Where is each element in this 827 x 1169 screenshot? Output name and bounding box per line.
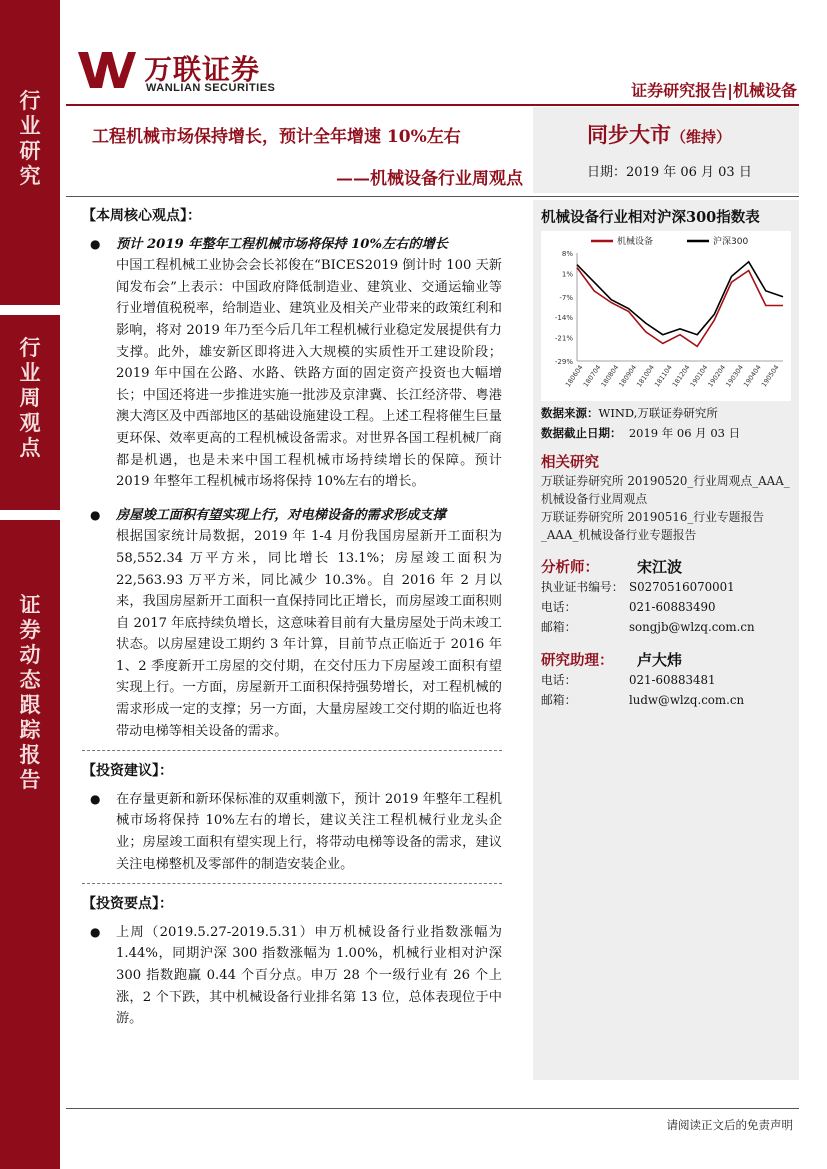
- data-cutoff: [541, 425, 791, 441]
- company-logo: [78, 50, 318, 94]
- report-date: 日期：2019 年 06 月 03 日: [587, 165, 752, 180]
- series-line-csi300: [577, 262, 783, 335]
- related-item[interactable]: 万联证券研究所 20190520_行业周观点_AAA_机械设备行业周观点: [541, 474, 790, 506]
- sidebar-weekly-view: [0, 315, 60, 510]
- y-tick-label: -14%: [554, 314, 573, 323]
- chart-title: 机械设备行业相对沪深300指数表: [541, 209, 760, 226]
- data-source: [541, 405, 791, 421]
- logo-english-name: WANLIAN SECURITIES: [146, 82, 276, 94]
- analyst-email: [541, 617, 791, 637]
- cert-label: 执业证书编号：: [541, 580, 624, 594]
- points-bullet: [82, 922, 502, 1030]
- sidebar-char: 券: [19, 617, 41, 642]
- report-category: 证券研究报告|机械设备: [631, 81, 797, 100]
- sidebar-char: 证: [19, 592, 41, 617]
- assistant-name: 卢大炜: [637, 651, 683, 669]
- title-divider: [66, 196, 799, 197]
- x-tick-label: 181104: [652, 363, 674, 389]
- main-content: [82, 206, 502, 1030]
- rating-note: （维持）: [671, 128, 732, 146]
- y-tick-label: 8%: [561, 250, 573, 258]
- points-text: 上周（2019.5.27-2019.5.31）申万机械设备行业指数涨幅为 1.44%，同期沪深 300 指数涨幅为 1.00%，机械行业相对沪深 300 指数跑赢 0.44 个百分点。申万 28 个一级行业有 26 个上涨，2 个下跌，其中机械设备行业排名第 13 位，总体表现位于中游。: [116, 924, 502, 1027]
- series-line-machinery: [577, 268, 783, 347]
- email-address[interactable]: songjb@wlzq.com.cn: [629, 620, 755, 634]
- advice-text: 在存量更新和新环保标准的双重刺激下，预计 2019 年整年工程机械市场将保持 10%左右的增长，建议关注工程机械行业龙头企业；房屋竣工面积有望实现上行，将带动电梯等设备的需求，建议关注电梯整机及零部件的制造安装企业。: [116, 791, 502, 872]
- email-label: 邮箱：: [541, 693, 577, 707]
- x-tick-label: 181004: [635, 363, 656, 389]
- core-bullet-1: [82, 234, 502, 493]
- analyst: [541, 556, 791, 577]
- x-tick-label: 180904: [617, 363, 639, 389]
- email-address[interactable]: ludw@wlzq.com.cn: [629, 693, 745, 707]
- core-bullet-2: [82, 505, 502, 743]
- right-panel: [533, 200, 799, 1080]
- logo-chinese-name: 万联证券: [144, 53, 261, 86]
- sidebar-char: 告: [19, 767, 41, 792]
- analyst-cert: [541, 577, 791, 597]
- sidebar-char: 业: [19, 113, 41, 138]
- core-bullet-1-text: 中国工程机械工业协会会长祁俊在“BICES2019 倒计时 100 天新闻发布会”上表示：中国政府降低制造业、建筑业、交通运输业等行业增值税税率，给制造业、建筑业及相关产业带来的政策红利和影响，将对 2019 年乃至今后几年工程机械行业稳定发展提供有力支撑。此外，雄安新区即将进入大规模的实质性开工建设阶段；2019 年中国在公路、水路、铁路方面的固定资产投资也大幅增长；中国还将进一步推进实施一批涉及京津冀、长江经济带、粤港澳大湾区及中西部地区的基础设施建设工程。上述工程将催生巨量更环保、效率更高的工程机械设备需求。对世界各国工程机械厂商都是机遇，也是未来中国工程机械市场持续增长的保障。预计 2019 年整年工程机械市场将保持 10%左右的增长。: [116, 258, 502, 490]
- data-source-value: WIND,万联证券研究所: [598, 406, 718, 420]
- assistant-email: [541, 690, 791, 710]
- analyst-phone: [541, 597, 791, 617]
- sidebar-char: 行: [19, 335, 41, 360]
- bullet-icon: ●: [90, 924, 101, 939]
- legend-label: 机械设备: [617, 237, 654, 247]
- advice-heading: 【投资建议】：: [82, 763, 173, 780]
- rating-label: 同步大市: [587, 122, 671, 147]
- core-bullet-1-title: 预计 2019 年整年工程机械市场将保持 10%左右的增长: [116, 236, 448, 252]
- sidebar: [0, 0, 60, 1169]
- header-divider: [66, 104, 799, 106]
- core-view-heading: 【本周核心观点】：: [82, 208, 201, 224]
- assistant: [541, 649, 791, 670]
- sidebar-char: 踪: [19, 717, 41, 742]
- sidebar-char: 业: [19, 360, 41, 385]
- sidebar-char: 周: [19, 385, 41, 410]
- x-tick-label: 190104: [688, 363, 710, 389]
- y-tick-label: -7%: [559, 293, 573, 302]
- x-tick-label: 190504: [759, 363, 781, 389]
- data-cutoff-label: 数据截止日期：: [541, 426, 622, 440]
- assistant-label: 研究助理：: [541, 652, 614, 669]
- data-source-label: 数据来源：: [541, 406, 599, 420]
- cert-number: S0270516070001: [629, 580, 735, 594]
- sidebar-char: 点: [19, 435, 41, 460]
- assistant-phone: [541, 670, 791, 690]
- section-divider: [82, 883, 502, 884]
- section-divider: [82, 750, 502, 751]
- sidebar-char: 研: [19, 138, 41, 163]
- phone-number: 021-60883490: [629, 600, 716, 614]
- x-tick-label: 180804: [599, 363, 621, 389]
- core-bullet-2-text: 根据国家统计局数据，2019 年 1-4 月份我国房屋新开工面积为 58,552.34 万平方米，同比增长 13.1%；房屋竣工面积为 22,563.93 万平方米，同比减少 10.3%。自 2016 年 2 月以来，我国房屋新开工面积一直保持同比正增长，而房屋竣工面积则自 2017 年底持续负增长，这意味着目前有大量房屋处于尚未竣工状态。以房屋建设工期约 3 年计算，目前节点正临近于 2016 年 1、2 季度新开工房屋的交付期，在交付压力下房屋竣工面积有望实现上行。一方面，房屋新开工面积保持强势增长，对工程机械的需求形成一定的支撑；另一方面，大量房屋竣工交付期的临近也将带动电梯等相关设备的需求。: [116, 529, 502, 739]
- sidebar-char: 跟: [19, 692, 41, 717]
- legend-label: 沪深300: [713, 237, 749, 247]
- related-item[interactable]: 万联证券研究所 20190516_行业专题报告_AAA_机械设备行业专题报告: [541, 510, 765, 542]
- analyst-label: 分析师：: [541, 559, 599, 576]
- x-tick-label: 190304: [724, 363, 746, 389]
- y-tick-label: -29%: [554, 358, 573, 366]
- phone-label: 电话：: [541, 600, 577, 614]
- report-subtitle: ——机械设备行业周观点: [336, 169, 523, 189]
- sidebar-char: 动: [19, 642, 41, 667]
- sidebar-industry-research: [0, 0, 60, 305]
- disclaimer-note[interactable]: 请阅读正文后的免责声明: [666, 1118, 793, 1132]
- rating-box: [533, 107, 799, 193]
- data-cutoff-value: 2019 年 06 月 03 日: [628, 426, 741, 440]
- wanlian-logo-icon: [78, 50, 136, 90]
- y-tick-label: -21%: [554, 334, 573, 343]
- email-label: 邮箱：: [541, 620, 577, 634]
- report-title: 工程机械市场保持增长，预计全年增速 10%左右: [92, 127, 461, 147]
- x-tick-label: 181204: [670, 363, 692, 389]
- y-tick-label: 1%: [561, 270, 573, 279]
- phone-number: 021-60883481: [629, 673, 716, 687]
- footer-divider: [66, 1108, 799, 1109]
- sidebar-char: 究: [19, 163, 41, 188]
- points-heading: 【投资要点】：: [82, 896, 173, 913]
- related-research-heading: 相关研究: [541, 454, 599, 471]
- relative-index-chart: [541, 231, 791, 401]
- bullet-icon: ●: [90, 236, 101, 251]
- bullet-icon: ●: [90, 507, 101, 522]
- advice-bullet: [82, 789, 502, 875]
- x-tick-label: 190404: [742, 363, 763, 389]
- x-tick-label: 180704: [581, 363, 603, 389]
- sidebar-char: 观: [19, 410, 41, 435]
- sidebar-char: 报: [19, 742, 41, 767]
- phone-label: 电话：: [541, 673, 577, 687]
- core-bullet-2-title: 房屋竣工面积有望实现上行，对电梯设备的需求形成支撑: [116, 507, 446, 523]
- x-tick-label: 190204: [706, 363, 728, 389]
- rating: [587, 119, 731, 149]
- x-tick-label: 180604: [563, 363, 585, 389]
- sidebar-char: 行: [19, 88, 41, 113]
- sidebar-tracking-report: [0, 520, 60, 1169]
- sidebar-char: 态: [19, 667, 41, 692]
- bullet-icon: ●: [90, 791, 101, 806]
- analyst-name: 宋江波: [637, 558, 683, 576]
